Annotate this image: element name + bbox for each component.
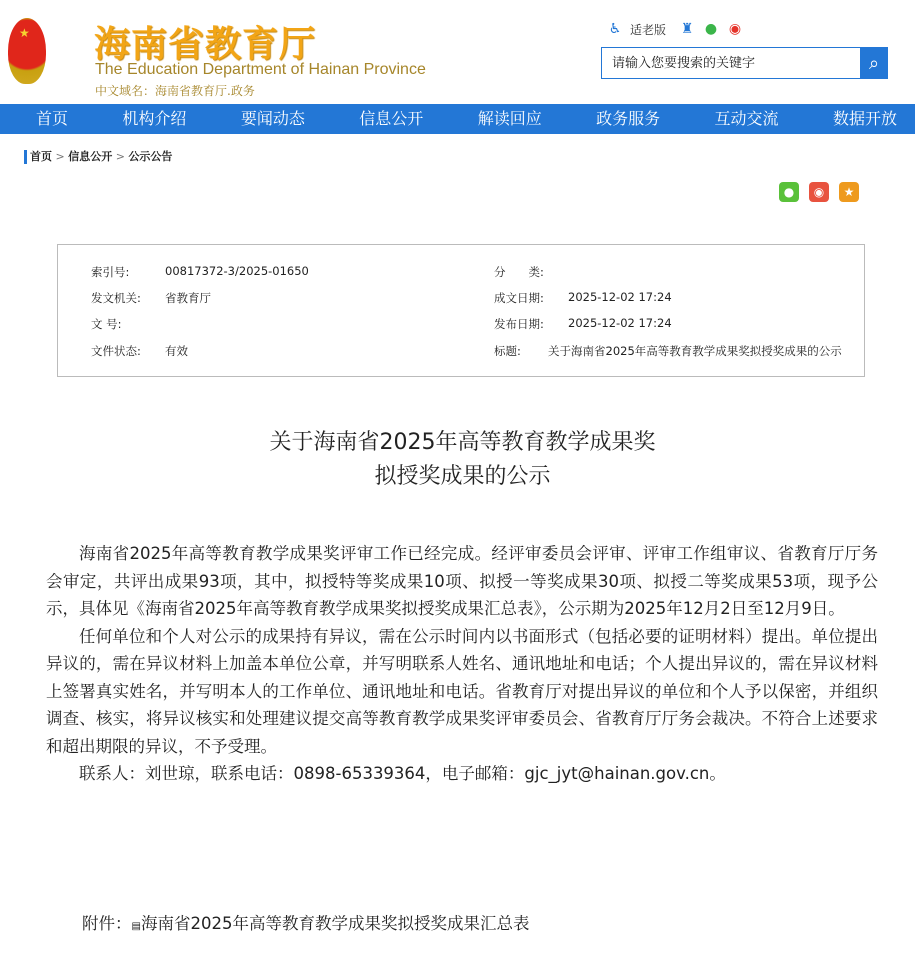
category-label: 分 类:: [494, 265, 544, 279]
weibo-icon[interactable]: ◉: [728, 21, 742, 37]
paragraph: 联系人：刘世琼，联系电话：0898-65339364，电子邮箱：gjc_jyt@hainan.gov.cn。: [79, 764, 726, 783]
favorite-star-icon[interactable]: ★: [839, 182, 859, 202]
title-value: 关于海南省2025年高等教育教学成果奖拟授奖成果的公示: [548, 344, 842, 358]
nav-info-disclosure[interactable]: 信息公开: [359, 109, 424, 128]
nav-news[interactable]: 要闻动态: [240, 109, 305, 128]
breadcrumb: 首页 > 信息公开 > 公示公告: [24, 150, 915, 164]
share-wechat-icon[interactable]: ●: [779, 182, 799, 202]
breadcrumb-info[interactable]: 信息公开: [68, 150, 113, 163]
nav-services[interactable]: 政务服务: [596, 109, 661, 128]
paragraph: 海南省2025年高等教育教学成果奖评审工作已经完成。经评审委员会评审、评审工作组审议、省教育厅厅务会审定，共评出成果93项，其中，拟授特等奖成果10项、拟授一等奖成果30项、拟授二等奖成果53项，现予公示，具体见《海南省2025年高等教育教学成果奖拟授奖成果汇总表》，公示期为2025年12月2日至12月9日。: [46, 544, 878, 618]
status-label: 文件状态:: [91, 344, 141, 358]
site-header: [0, 0, 915, 104]
article-body: [46, 540, 878, 788]
breadcrumb-home[interactable]: 首页: [30, 150, 52, 163]
index-label: 索引号:: [91, 265, 130, 279]
article-title: [5, 426, 915, 494]
nav-home[interactable]: 首页: [36, 109, 69, 128]
title-label: 标题:: [494, 344, 521, 358]
breadcrumb-notices[interactable]: 公示公告: [128, 150, 173, 163]
header-tools: [606, 20, 744, 38]
published-label: 发布日期:: [494, 317, 544, 331]
attachment: [82, 910, 529, 934]
search-icon: ⌕: [868, 52, 880, 73]
share-weibo-icon[interactable]: ◉: [809, 182, 829, 202]
created-value: 2025-12-02 17:24: [568, 290, 672, 304]
created-label: 成文日期:: [494, 291, 544, 305]
site-domain: 中文域名：海南省教育厅.政务: [95, 84, 255, 98]
nav-interaction[interactable]: 互动交流: [714, 109, 779, 128]
paragraph: 任何单位和个人对公示的成果持有异议，需在公示时间内以书面形式（包括必要的证明材料）提出。单位提出异议的，需在异议材料上加盖本单位公章，并写明联系人姓名、通讯地址和电话；个人提出异议的，需在异议材料上签署真实姓名，并写明本人的工作单位、通讯地址和电话。省教育厅对提出异议的单位和个人予以保密，并组织调查、核实，将异议核实和处理建议提交高等教育教学成果奖评审委员会、省教育厅厅务会裁决。不符合上述要求和超出期限的异议，不予受理。: [46, 626, 878, 756]
search-button[interactable]: [860, 47, 888, 79]
article-title-line2: 拟授奖成果的公示: [374, 464, 551, 489]
nav-interpretation[interactable]: 解读回应: [477, 109, 542, 128]
wechat-icon[interactable]: ●: [704, 21, 718, 37]
index-value: 00817372-3/2025-01650: [165, 264, 309, 278]
accessibility-icon[interactable]: ♿: [608, 21, 622, 37]
robot-icon[interactable]: ♜: [680, 21, 694, 37]
docno-label: 文 号:: [91, 317, 122, 331]
article-title-line1: 关于海南省2025年高等教育教学成果奖: [269, 430, 656, 455]
search-bar: [601, 47, 888, 79]
nav-open-data[interactable]: 数据开放: [832, 109, 897, 128]
main-nav: [0, 104, 915, 134]
document-metadata: [57, 244, 865, 377]
attachment-label: 附件：: [82, 914, 132, 933]
issuer-label: 发文机关:: [91, 291, 141, 305]
published-value: 2025-12-02 17:24: [568, 316, 672, 330]
search-input[interactable]: [601, 47, 860, 79]
share-bar: [779, 182, 859, 202]
issuer-value: 省教育厅: [165, 291, 211, 305]
elder-mode-link[interactable]: 适老版: [630, 22, 667, 37]
attachment-link[interactable]: 海南省2025年高等教育教学成果奖拟授奖成果汇总表: [140, 914, 530, 933]
site-title[interactable]: 海南省教育厅: [94, 24, 317, 65]
status-value: 有效: [165, 344, 188, 358]
site-subtitle-en: The Education Department of Hainan Province: [95, 61, 426, 78]
national-emblem-logo: ★: [8, 18, 46, 84]
nav-organization[interactable]: 机构介绍: [122, 109, 187, 128]
file-icon: ▤: [131, 921, 141, 932]
